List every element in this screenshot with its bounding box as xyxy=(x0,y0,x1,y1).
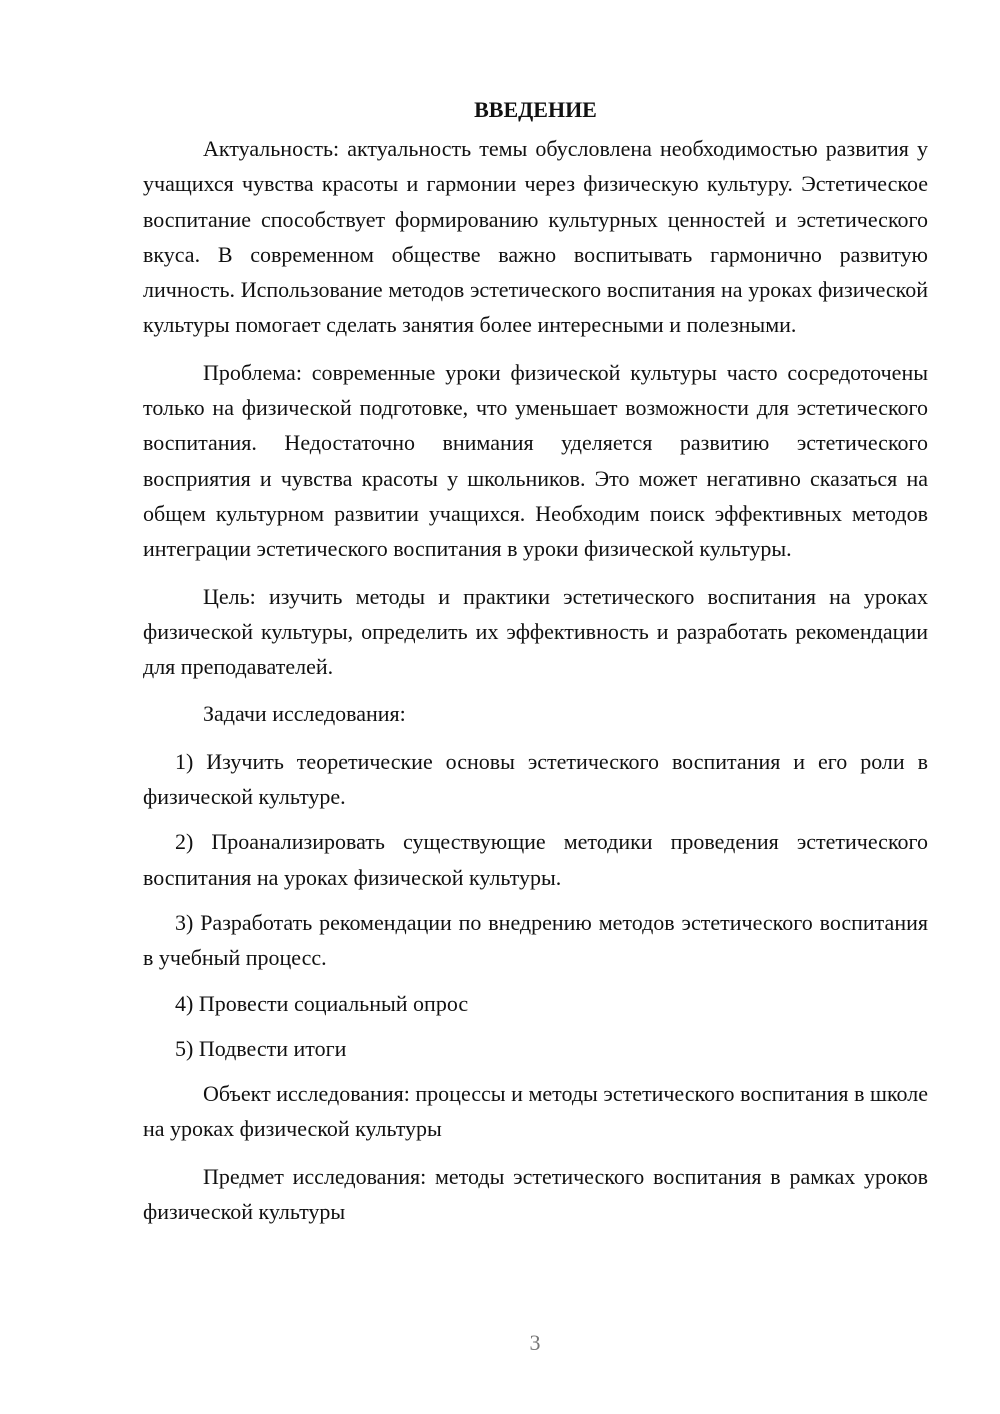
task-item-1: 1) Изучить теоретические основы эстетического воспитания и его роли в физической культуре. xyxy=(143,748,928,810)
document-page xyxy=(143,95,928,1241)
page-number: 3 xyxy=(529,1330,541,1355)
object-paragraph: Объект исследования: процессы и методы эстетического воспитания в школе на уроках физической культуры xyxy=(143,1081,928,1142)
page-title: ВВЕДЕНИЕ xyxy=(474,97,597,122)
goal-paragraph: Цель: изучить методы и практики эстетического воспитания на уроках физической культуры, определить их эффективность и разработать рекомендации для преподавателей. xyxy=(143,583,928,680)
task-item-4: 4) Провести социальный опрос xyxy=(175,990,469,1016)
task-item-5: 5) Подвести итоги xyxy=(175,1035,347,1061)
tasks-heading: Задачи исследования: xyxy=(203,701,406,727)
problem-paragraph: Проблема: современные уроки физической культуры часто сосредоточены только на физической подготовке, что уменьшает возможности для эстетического воспитания. Недостаточно внимания уделяется развитию эстетического восприятия и чувства красоты у школьников. Это может негативно сказаться на общем культурном развитии учащихся. Необходим поиск эффективных методов интеграции эстетического воспитания в уроки физической культуры. xyxy=(143,359,928,562)
relevance-paragraph: Актуальность: актуальность темы обусловлена необходимостью развития у учащихся чувства красоты и гармонии через физическую культуру. Эстетическое воспитание способствует формированию культурных ценностей и эстетического вкуса. В современном обществе важно воспитывать гармонично развитую личность. Использование методов эстетического воспитания на уроках физической культуры помогает сделать занятия более интересными и полезными. xyxy=(143,136,928,338)
task-item-2: 2) Проанализировать существующие методики проведения эстетического воспитания на уроках физической культуры. xyxy=(143,829,928,890)
task-item-3: 3) Разработать рекомендации по внедрению методов эстетического воспитания в учебный процесс. xyxy=(143,909,928,971)
subject-paragraph: Предмет исследования: методы эстетического воспитания в рамках уроков физической культуры xyxy=(143,1163,928,1225)
